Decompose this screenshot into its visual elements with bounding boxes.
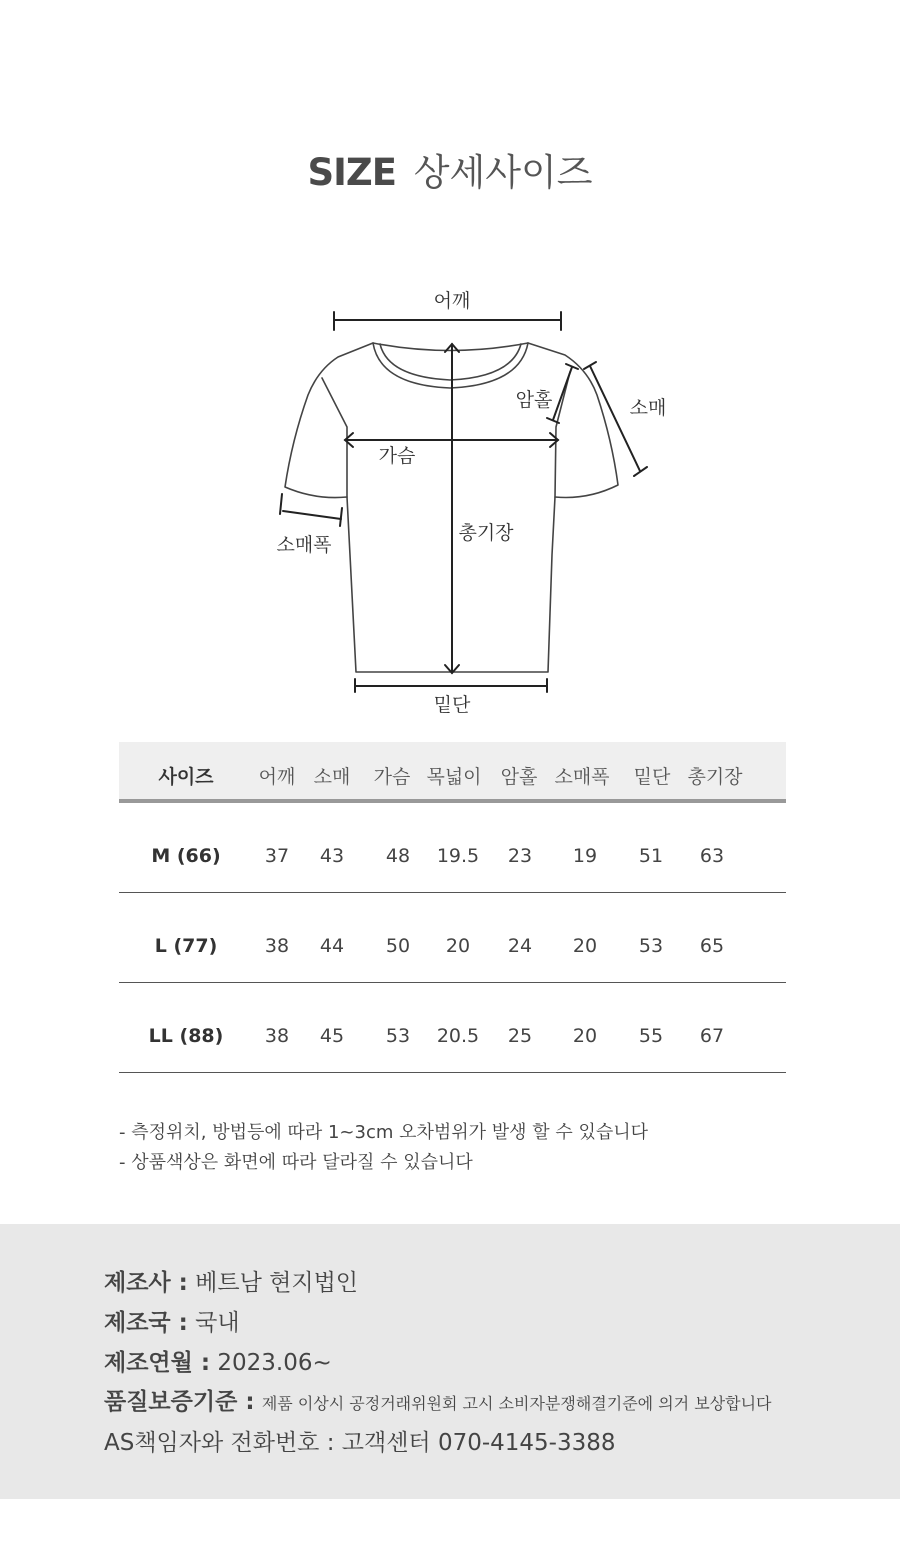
label-total-length: 총기장 [458,522,514,544]
table-cell: 19.5 [436,845,480,867]
table-row [119,803,786,893]
table-cell: 24 [507,935,533,957]
table-cell: 38 [264,935,290,957]
table-cell-size: L (77) [154,935,218,957]
title-en: SIZE [307,151,397,194]
table-header-cell: 목넓이 [426,766,482,788]
info-label: AS책임자와 전화번호 : [104,1430,335,1456]
info-value: 고객센터 070-4145-3388 [341,1430,616,1456]
info-manufacturer [104,1264,358,1297]
table-cell: 20.5 [436,1025,480,1047]
table-cell: 53 [385,1025,411,1047]
info-value: 베트남 현지법인 [195,1270,359,1296]
table-header-cell: 가슴 [373,766,411,788]
left-armhole-seam [322,378,347,497]
table-cell: 63 [699,845,725,867]
table-cell: 51 [638,845,664,867]
info-warranty [104,1383,771,1416]
table-header-cell: 어깨 [258,766,296,788]
product-info-panel [0,1224,900,1499]
table-cell: 20 [572,935,598,957]
table-cell-size: LL (88) [148,1025,224,1047]
table-cell: 19 [572,845,598,867]
info-value: 국내 [195,1310,240,1336]
table-header-cell: 사이즈 [158,766,214,788]
label-shoulder: 어깨 [433,290,471,312]
table-cell: 50 [385,935,411,957]
tshirt-size-diagram [0,280,900,725]
page-title [0,142,900,196]
table-header-cell: 밑단 [633,766,671,788]
table-cell: 43 [319,845,345,867]
table-cell: 44 [319,935,345,957]
table-cell: 23 [507,845,533,867]
table-cell: 65 [699,935,725,957]
label-chest: 가슴 [378,445,416,467]
info-contact [104,1424,616,1457]
info-label: 제조국 : [104,1310,188,1336]
info-label: 제조연월 : [104,1350,211,1376]
table-header-row [119,742,786,803]
table-cell: 55 [638,1025,664,1047]
table-header-cell: 암홀 [500,766,538,788]
table-cell: 45 [319,1025,345,1047]
table-cell: 20 [445,935,471,957]
info-value: 제품 이상시 공정거래위원회 고시 소비자분쟁해결기준에 의거 보상합니다 [261,1394,772,1413]
table-row [119,983,786,1073]
table-cell: 38 [264,1025,290,1047]
table-cell-size: M (66) [151,845,221,867]
table-header-cell: 총기장 [687,766,743,788]
info-date [104,1344,332,1377]
table-row [119,893,786,983]
table-cell: 48 [385,845,411,867]
table-cell: 20 [572,1025,598,1047]
armhole-line [553,367,572,420]
table-cell: 37 [264,845,290,867]
info-label: 제조사 : [104,1270,188,1296]
title-ko: 상세사이즈 [413,151,593,194]
note-line: - 상품색상은 화면에 따라 달라질 수 있습니다 [119,1152,473,1173]
label-sleeve: 소매 [629,397,667,419]
table-cell: 25 [507,1025,533,1047]
size-table [119,742,786,1073]
table-cell: 67 [699,1025,725,1047]
table-header-cell: 소매폭 [554,766,610,788]
info-label: 품질보증기준 : [104,1389,255,1415]
info-country [104,1304,240,1337]
label-armhole: 암홀 [515,389,553,411]
info-value: 2023.06~ [217,1350,332,1376]
notes [119,1118,648,1178]
note-line: - 측정위치, 방법등에 따라 1~3cm 오차범위가 발생 할 수 있습니다 [119,1122,649,1143]
sleeve-width-line [283,511,341,519]
label-sleeve-width: 소매폭 [276,534,332,556]
label-hem: 밑단 [433,694,471,716]
table-cell: 53 [638,935,664,957]
table-header-cell: 소매 [313,766,351,788]
